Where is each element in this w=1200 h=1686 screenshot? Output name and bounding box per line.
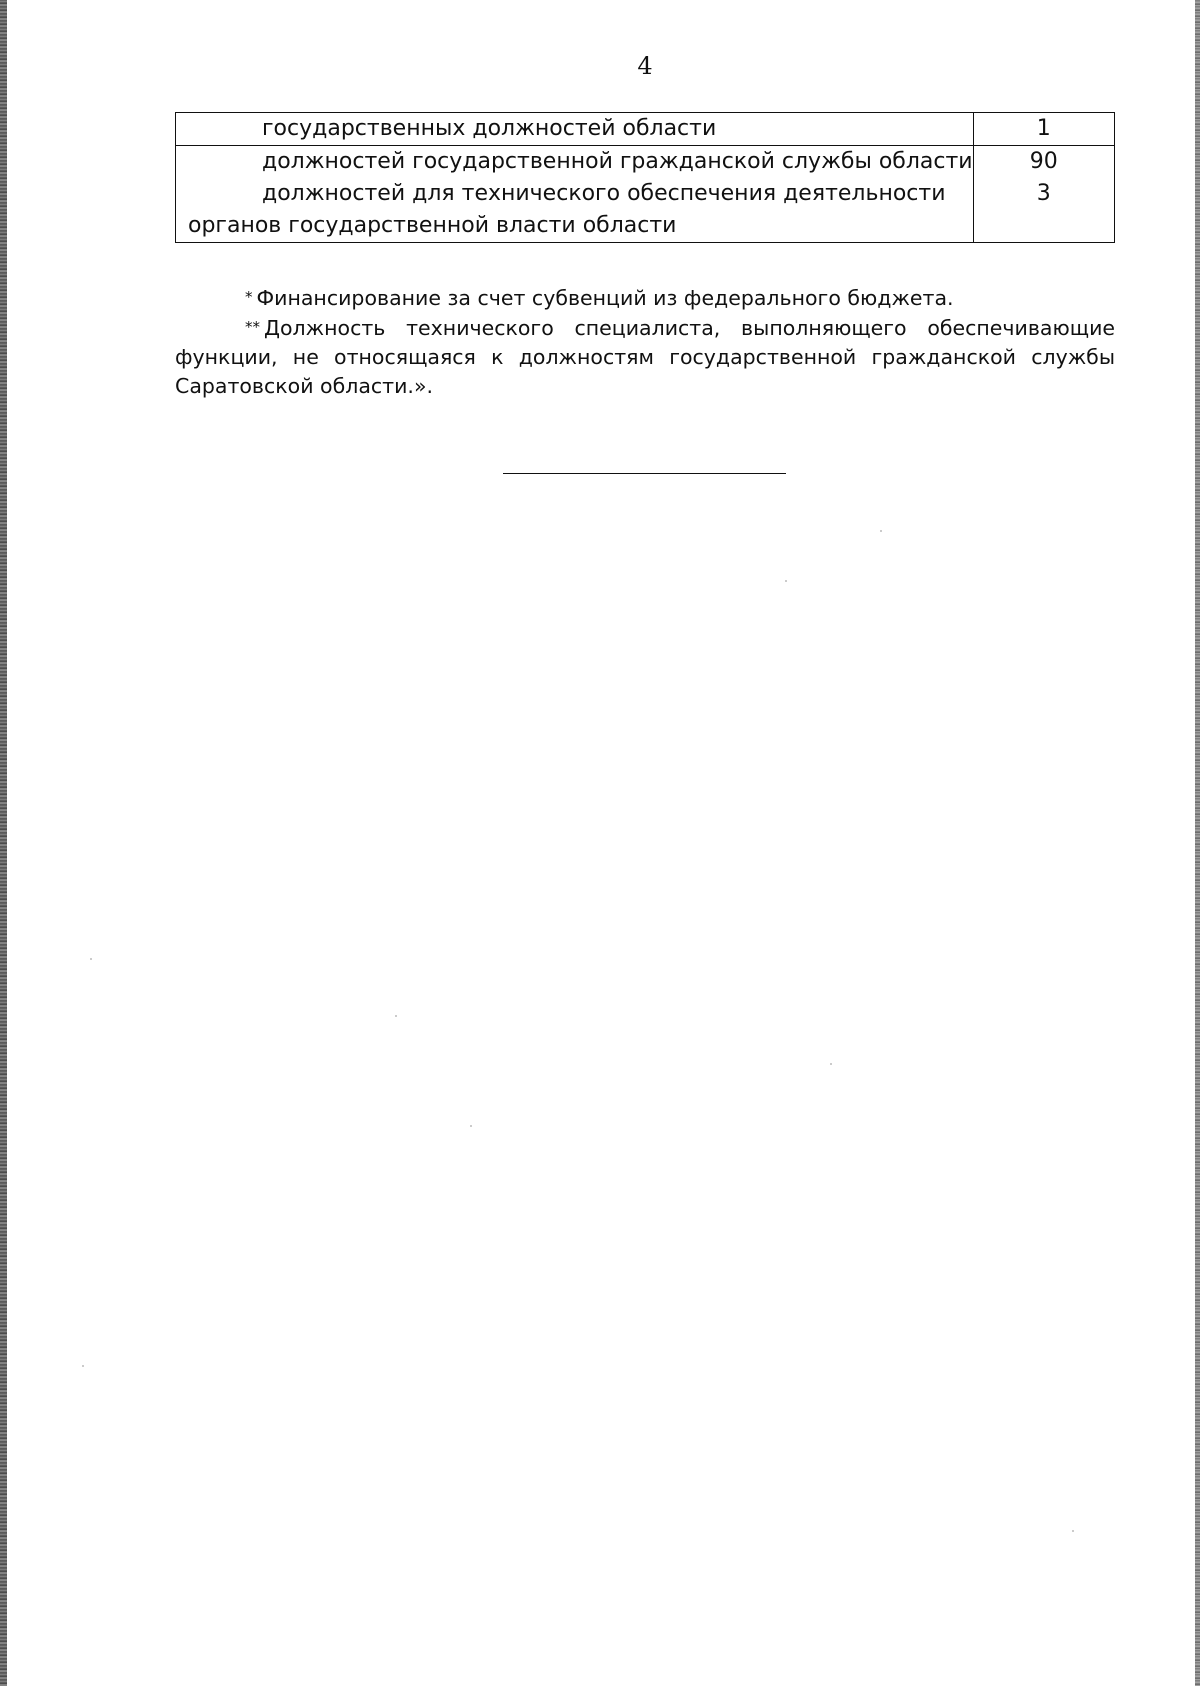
table-cell-number: 90 — [1029, 149, 1058, 174]
positions-table — [175, 112, 1115, 243]
scan-speck — [90, 958, 92, 960]
table-row — [176, 146, 1115, 243]
table-cell-name — [176, 113, 974, 146]
table-cell-text: должностей для технического обеспечения деятельности — [262, 181, 946, 206]
scan-speck — [470, 1125, 472, 1127]
footnote — [175, 283, 1115, 313]
table-cell-text: должностей государственной гражданской службы области — [262, 149, 973, 174]
scan-speck — [1072, 1530, 1074, 1532]
table-cell-number: 1 — [1036, 116, 1051, 141]
scan-edge-left — [0, 0, 7, 1686]
scan-speck — [82, 1365, 84, 1367]
scan-speck — [395, 1015, 397, 1017]
footnote-mark: ** — [245, 318, 260, 336]
page-number: 4 — [637, 52, 653, 80]
table-cell-number: 3 — [1036, 181, 1051, 206]
scan-speck — [880, 530, 882, 532]
footnote-text: Должность технического специалиста, выполняющего обеспечивающие функции, не относящаяся к должностям государственной гражданской службы Саратовской области.». — [175, 316, 1115, 398]
footnote-mark: * — [245, 288, 253, 306]
table-cell-name — [176, 146, 974, 243]
footnote-text: Финансирование за счет субвенций из федерального бюджета. — [256, 286, 954, 310]
table-cell-text: органов государственной власти области — [188, 213, 677, 238]
table-cell-value — [973, 146, 1114, 243]
footnotes — [175, 283, 1115, 401]
table-cell-value — [973, 113, 1114, 146]
scan-edge-right — [1195, 0, 1200, 1686]
table-cell-text: государственных должностей области — [262, 116, 717, 141]
end-divider — [503, 473, 786, 474]
table-row — [176, 113, 1115, 146]
footnote — [175, 313, 1115, 401]
scan-speck — [785, 580, 787, 582]
scan-speck — [830, 1063, 832, 1065]
